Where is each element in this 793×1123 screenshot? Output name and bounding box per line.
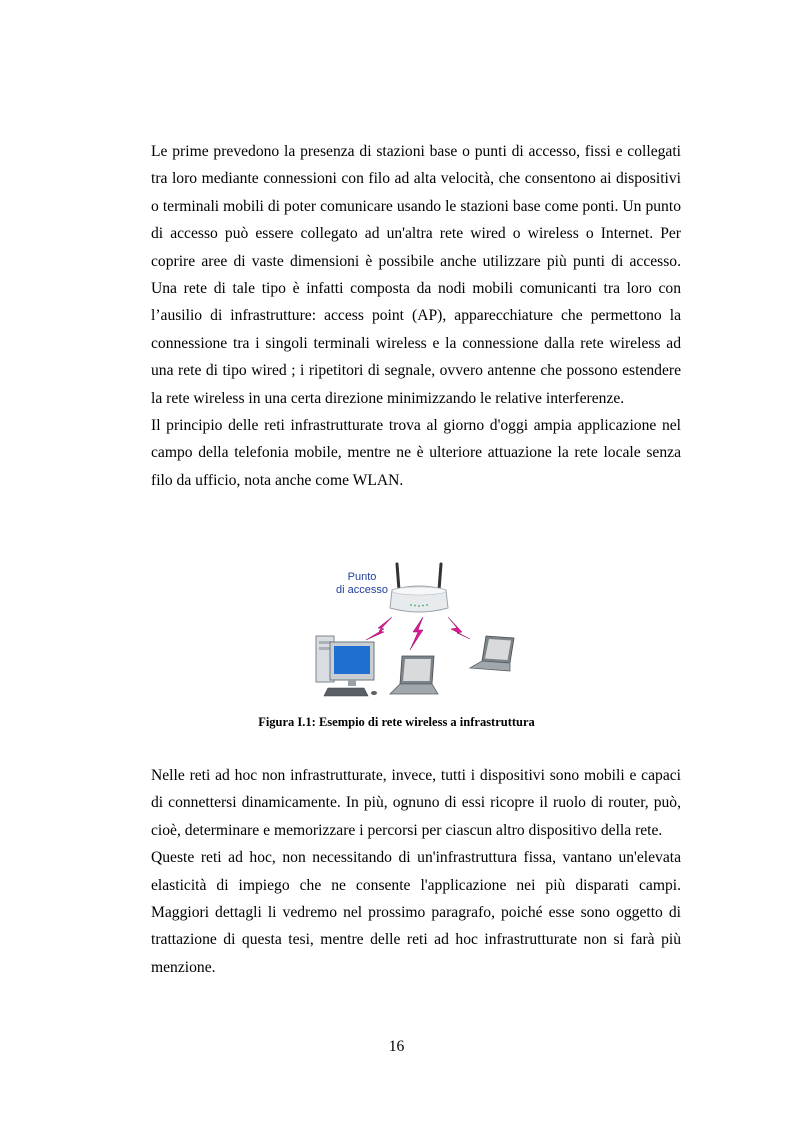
page-number: 16 xyxy=(388,1038,405,1055)
wireless-signal-icon xyxy=(366,617,392,640)
laptop-icon xyxy=(470,636,514,671)
paragraph: Il principio delle reti infrastrutturate trova al giorno d'oggi ampia applicazione nel campo della telefonia mobile, mentre ne è ulteriore attuazione la rete locale senza filo da ufficio, nota anche come WLAN. xyxy=(151,417,681,489)
paragraph: Le prime prevedono la presenza di stazioni base o punti di accesso, fissi e collegati tra loro mediante connessioni con filo ad alta velocità, che consentono ai dispositivi o terminali mobili di poter comunicare usando le stazioni base come ponti. Un punto di accesso può essere collegato ad un'altra rete wired o wireless o Internet. Per coprire aree di vaste dimensioni è possibile anche utilizzare più punti di accesso. Una rete di tale tipo è infatti composta da nodi mobili comunicanti tra loro con l’ausilio di infrastrutture: access point (AP), apparecchiature che permettono la connessione tra i singoli terminali wireless e la connessione dalla rete wireless ad una rete di tipo wired ; i ripetitori di segnale, ovvero antenne che possono estendere la rete wireless in una certa direzione minimizzando le relative interferenze. xyxy=(151,143,681,407)
paragraph: Nelle reti ad hoc non infrastrutturate, invece, tutti i dispositivi sono mobili e capaci di connettersi dinamicamente. In più, ognuno di essi ricopre il ruolo di router, può, cioè, determinare e memorizzare i percorsi per ciascun altro dispositivo della rete. xyxy=(151,767,681,839)
access-point-label-line: Punto xyxy=(347,571,377,583)
figure-caption: Figura I.1: Esempio di rete wireless a infrastruttura xyxy=(258,715,535,729)
desktop-computer-icon xyxy=(316,636,377,696)
laptop-icon xyxy=(390,656,438,694)
access-point-label-line: di accesso xyxy=(336,584,388,596)
access-point-label xyxy=(322,571,402,597)
wireless-signal-icon xyxy=(448,617,470,639)
wireless-signal-icon xyxy=(410,617,423,650)
body-text-bottom xyxy=(151,762,681,981)
body-text-top xyxy=(151,138,681,494)
paragraph: Queste reti ad hoc, non necessitando di un'infrastruttura fissa, vantano un'elevata elasticità di impiego che ne consente l'applicazione nei più disparati campi. Maggiori dettagli li vedremo nel prossimo paragrafo, poiché esse sono oggetto di trattazione di questa tesi, mentre delle reti ad hoc infrastrutturate non si farà più menzione. xyxy=(151,849,681,976)
